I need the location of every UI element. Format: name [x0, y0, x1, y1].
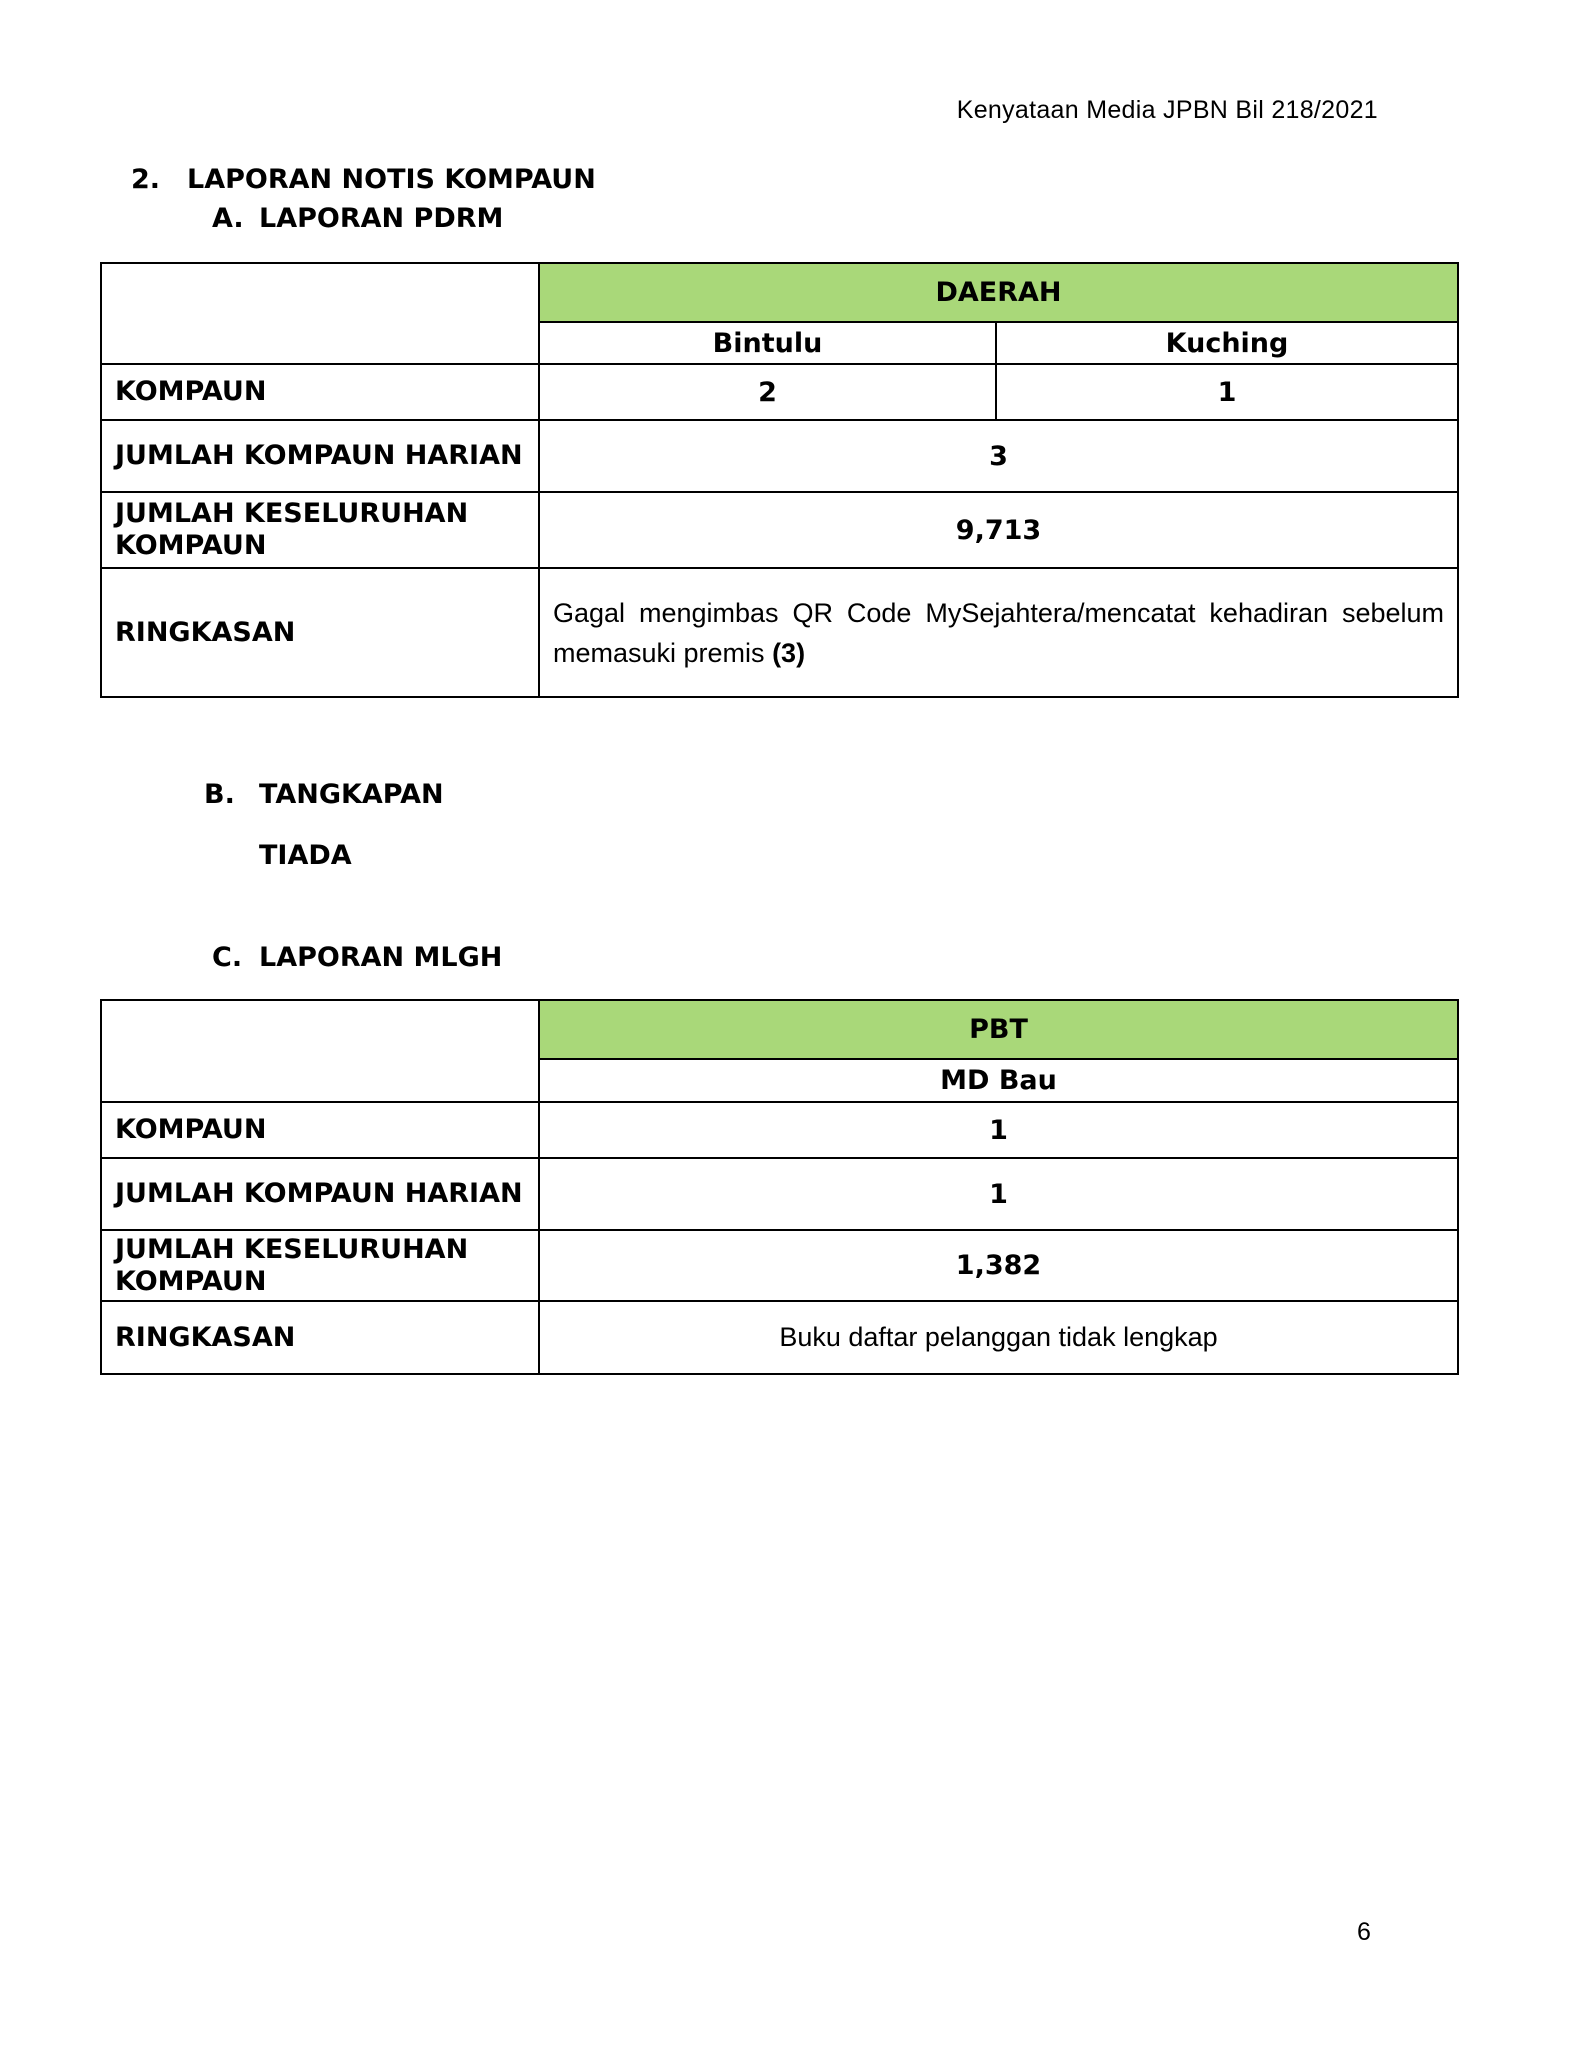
part-c-title: LAPORAN MLGH — [259, 942, 503, 973]
part-b-title: TANGKAPAN — [259, 779, 444, 810]
pdrm-ringkasan-count: (3) — [772, 637, 806, 668]
pdrm-kompaun-label: KOMPAUN — [101, 364, 539, 420]
pdrm-corner-cell — [101, 263, 539, 364]
pdrm-column-kuching: Kuching — [996, 322, 1458, 364]
section-number: 2. — [131, 164, 161, 195]
pdrm-harian-value: 3 — [539, 420, 1458, 492]
part-b-letter: B. — [204, 779, 235, 810]
mlgh-ringkasan-label: RINGKASAN — [101, 1301, 539, 1374]
part-c-letter: C. — [212, 942, 243, 973]
mlgh-table — [100, 999, 1459, 1375]
mlgh-keseluruhan-value: 1,382 — [539, 1230, 1458, 1301]
pdrm-keseluruhan-label: JUMLAH KESELURUHAN KOMPAUN — [101, 492, 539, 568]
section-heading — [131, 164, 596, 195]
mlgh-harian-value: 1 — [539, 1158, 1458, 1230]
mlgh-kompaun-label: KOMPAUN — [101, 1102, 539, 1158]
part-a-heading — [212, 203, 503, 234]
mlgh-kompaun-value: 1 — [539, 1102, 1458, 1158]
pdrm-keseluruhan-value: 9,713 — [539, 492, 1458, 568]
pdrm-kompaun-kuching: 1 — [996, 364, 1458, 420]
pdrm-kompaun-bintulu: 2 — [539, 364, 996, 420]
pdrm-ringkasan-label: RINGKASAN — [101, 568, 539, 697]
pdrm-table — [100, 262, 1459, 698]
mlgh-column-md-bau: MD Bau — [539, 1059, 1458, 1102]
pdrm-column-bintulu: Bintulu — [539, 322, 996, 364]
pdrm-group-header: DAERAH — [539, 263, 1458, 322]
mlgh-ringkasan-text: Buku daftar pelanggan tidak lengkap — [539, 1301, 1458, 1374]
pdrm-ringkasan-cell — [539, 568, 1458, 697]
part-a-letter: A. — [212, 203, 244, 234]
pdrm-ringkasan-text: Gagal mengimbas QR Code MySejahtera/mencatat kehadiran sebelum memasuki premis — [553, 597, 1445, 668]
mlgh-corner-cell — [101, 1000, 539, 1102]
mlgh-group-header: PBT — [539, 1000, 1458, 1059]
section-title: LAPORAN NOTIS KOMPAUN — [187, 164, 596, 195]
part-c-heading — [212, 942, 502, 973]
mlgh-keseluruhan-label: JUMLAH KESELURUHAN KOMPAUN — [101, 1230, 539, 1301]
document-reference: Kenyataan Media JPBN Bil 218/2021 — [956, 96, 1378, 124]
part-b-value: TIADA — [259, 840, 352, 871]
part-b-heading — [204, 779, 444, 810]
mlgh-harian-label: JUMLAH KOMPAUN HARIAN — [101, 1158, 539, 1230]
page-number: 6 — [1357, 1918, 1371, 1946]
pdrm-harian-label: JUMLAH KOMPAUN HARIAN — [101, 420, 539, 492]
part-a-title: LAPORAN PDRM — [259, 203, 504, 234]
